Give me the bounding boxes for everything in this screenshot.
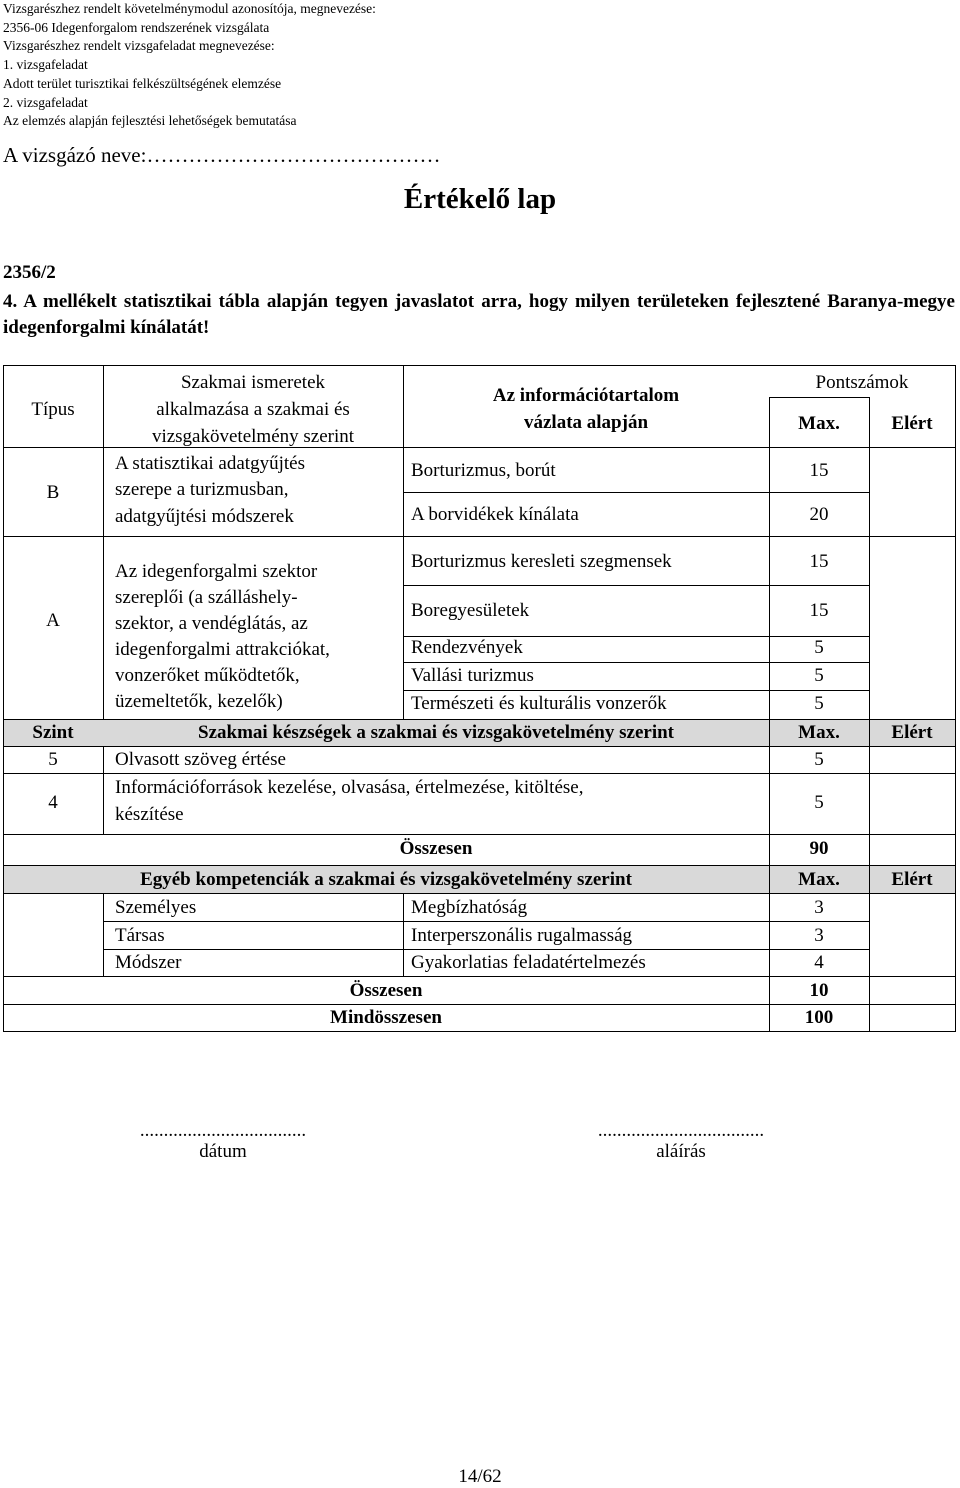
desc-a-line: szereplői (a szálláshely- [115, 587, 298, 608]
row-item: Rendezvények [411, 637, 523, 658]
signature-label: aláírás [656, 1141, 706, 1162]
col-szakmai-header-1: Szakmai ismeretek [180, 372, 326, 393]
total-label: Összesen [399, 838, 473, 859]
row-max: 15 [809, 460, 829, 481]
desc-a-line: szektor, a vendéglátás, az [115, 613, 308, 634]
col-elert-header: Elért [891, 413, 933, 434]
page-title: Értékelő lap [403, 183, 557, 215]
skills-title: Szakmai készségek a szakmai és vizsgakövetelmény szerint [198, 722, 674, 743]
skill-item: Olvasott szöveg értése [115, 749, 286, 770]
desc-a-line: üzemeltetők, kezelők) [115, 691, 283, 712]
skill-level: 4 [48, 792, 58, 813]
module-code: 2356/2 [3, 262, 56, 283]
grand-total-value: 100 [804, 1007, 834, 1028]
row-item: Természeti és kulturális vonzerők [411, 693, 667, 714]
competency-title: Egyéb kompetenciák a szakmai és vizsgakövetelmény szerint [140, 869, 632, 890]
competency-max: 4 [814, 952, 824, 973]
candidate-name-field[interactable]: A vizsgázó neve:…………………………………… [3, 143, 441, 167]
header-line: 1. vizsgafeladat [3, 57, 88, 73]
col-points-header: Pontszámok [815, 372, 909, 393]
desc-a-line: vonzerőket működtetők, [115, 665, 300, 686]
competency-group: Személyes [115, 897, 197, 918]
row-max: 15 [809, 600, 829, 621]
col-info-header-2: vázlata alapján [523, 412, 649, 433]
header-line: Az elemzés alapján fejlesztési lehetőségek bemutatása [3, 113, 297, 129]
row-max: 5 [814, 693, 824, 714]
row-max: 5 [814, 665, 824, 686]
col-szakmai-header-2: alkalmazása a szakmai és [156, 399, 350, 420]
skills-max-header: Max. [798, 722, 840, 743]
skill-item-line: készítése [115, 804, 184, 825]
desc-b-line: A statisztikai adatgyűjtés [115, 453, 305, 474]
row-item: Borturizmus, borút [411, 460, 556, 481]
col-info-header-1: Az információtartalom [492, 385, 680, 406]
row-item: Vallási turizmus [411, 665, 534, 686]
row-item: Borturizmus keresleti szegmensek [411, 551, 672, 572]
header-line: 2356-06 Idegenforgalom rendszerének vizsgálata [3, 19, 270, 35]
skill-max: 5 [814, 749, 824, 770]
type-b-label: B [46, 482, 60, 503]
skill-max: 5 [814, 792, 824, 813]
header-line: 2. vizsgafeladat [3, 94, 88, 110]
competency-elert-header: Elért [891, 869, 933, 890]
row-item: Boregyesületek [411, 600, 530, 621]
competency-item: Gyakorlatias feladatértelmezés [411, 952, 646, 973]
competency-group: Társas [115, 925, 165, 946]
header-line: Adott terület turisztikai felkészültségének elemzése [3, 75, 282, 91]
header-line: Vizsgarészhez rendelt vizsgafeladat megnevezése: [3, 38, 275, 54]
col-tipus-header: Típus [31, 399, 75, 420]
page-number: 14/62 [458, 1466, 502, 1487]
signature-field[interactable]: ................................... [597, 1120, 765, 1141]
row-max: 15 [809, 551, 829, 572]
task-text: 4. A mellékelt statisztikai tábla alapján tegyen javaslatot arra, hogy milyen területeken fejlesztené Baranya-megye idegenforgalmi kínálatát! [3, 291, 955, 338]
date-label: dátum [199, 1141, 247, 1162]
row-max: 20 [809, 504, 829, 525]
row-max: 5 [814, 637, 824, 658]
competency-max-header: Max. [798, 869, 840, 890]
type-a-label: A [46, 610, 60, 631]
competency-group: Módszer [115, 952, 182, 973]
desc-b-line: szerepe a turizmusban, [115, 479, 289, 500]
total-value: 90 [809, 838, 829, 859]
total-label: Összesen [349, 980, 423, 1001]
col-szakmai-header-3: vizsgakövetelmény szerint [151, 426, 355, 447]
competency-item: Interperszonális rugalmasság [411, 925, 633, 946]
competency-item: Megbízhatóság [411, 897, 528, 918]
grand-total-label: Mindösszesen [330, 1007, 442, 1028]
header-block [3, 0, 376, 131]
skill-level: 5 [48, 749, 58, 770]
header-line: Vizsgarészhez rendelt követelménymodul azonosítója, megnevezése: [3, 1, 376, 16]
row-item: A borvidékek kínálata [411, 504, 579, 525]
skills-elert-header: Elért [891, 722, 933, 743]
desc-a-line: idegenforgalmi attrakciókat, [115, 639, 330, 660]
date-field[interactable]: ................................... [139, 1120, 307, 1141]
total-value: 10 [809, 980, 829, 1001]
desc-a-line: Az idegenforgalmi szektor [115, 561, 318, 582]
col-max-header: Max. [798, 413, 840, 434]
desc-b-line: adatgyűjtési módszerek [115, 506, 294, 527]
competency-max: 3 [814, 925, 824, 946]
skill-item-line: Információforrások kezelése, olvasása, értelmezése, kitöltése, [115, 777, 584, 798]
competency-max: 3 [814, 897, 824, 918]
skills-level-header: Szint [32, 722, 74, 743]
